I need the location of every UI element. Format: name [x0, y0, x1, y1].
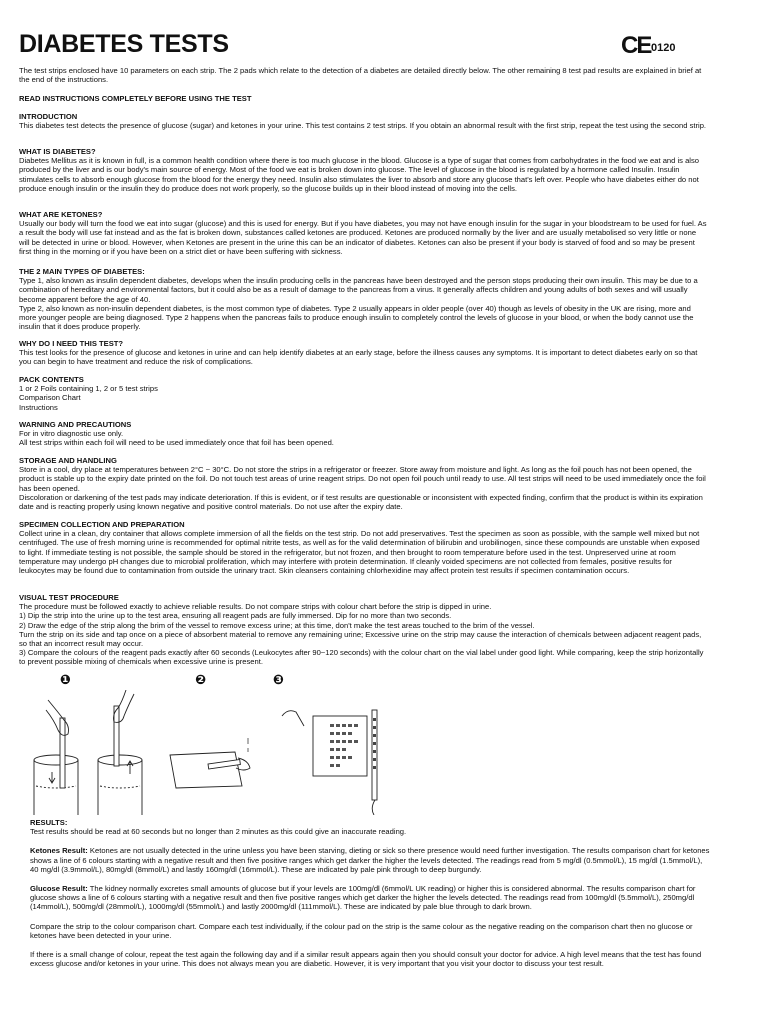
procedure-illustration — [30, 690, 390, 815]
step2-blot-illustration — [170, 738, 250, 788]
intro-paragraph: The test strips enclosed have 10 parameters on each strip. The 2 pads which relate to the detection of a diabetes are detailed directly below. The other remaining 8 test pad results are explained in brief at the end of the instructions. — [19, 66, 702, 85]
section-heading: PACK CONTENTS — [19, 375, 84, 384]
section-pack-contents — [19, 375, 707, 412]
results-small-change: If there is a small change of colour, repeat the test again the following day and if a similar result appears again then you should consult your doctor for advice. A high level means that the test has found excess glucose and/or ketones in your urine. This does not always mean you are diabetic. However, it is very important that you visit your doctor to discuss your test result. — [30, 950, 702, 969]
section-text: This diabetes test detects the presence of glucose (sugar) and ketones in your urine. This test contains 2 test strips. If you obtain an abnormal result with the first strip, repeat the test using the second strip. — [19, 121, 707, 131]
section-text: Store in a cool, dry place at temperatures between 2°C ~ 30°C. Do not store the strips in a refrigerator or freezer. Store away from moisture and light. As long as the foil pouch has not been opened, the product is stable up to the expiry date printed on the foil. Do not touch test areas of urine reagent strips. Do not open foil pouch until ready to use. All test strips will need to be used immediately once the foil has been opened. — [19, 465, 706, 493]
list-item: 1 or 2 Foils containing 1, 2 or 5 test strips — [19, 384, 158, 394]
results-compare: Compare the strip to the colour comparison chart. Compare each test individually, if the colour pad on the strip is the same colour as the negative reading on the comparison chart then no glucose or ketones have been detected in your urine. — [30, 921, 693, 940]
section-text: This test looks for the presence of glucose and ketones in urine and can help identify diabetes at an early stage, before the illness causes any symptoms. It is important to detect diabetes early on so that you can begin to have treatment and reduce the risk of complications. — [19, 348, 698, 367]
section-warnings — [19, 420, 707, 448]
section-text: Collect urine in a clean, dry container that allows complete immersion of all the fields on the test strip. Do not add preservatives. Test the specimen as soon as possible, with the sample well mixed but not centrifuged. The use of fresh morning urine is recommended for optimal nitrite tests, as well as for the valid determination of bilirubin and urobilinogen, since these compounds are unstable when exposed to light. If immediate testing is not possible, the sample should be stored in the refrigerator, but not frozen, and then brought to room temperature before used in the test. Unpreserved urine at room temperature may undergo pH changes due to microbial proliferation, which may interfere with protein determination. If cleanly voided specimens are not collected from females, positive results for leukocytes may be found due to contamination from outside the urinary tract. Skin cleansers containing chlorhexidine may affect protein test results if specimen contamination occurs. — [19, 529, 700, 576]
section-procedure — [19, 593, 707, 667]
section-specimen — [19, 520, 707, 575]
section-heading: WHAT ARE KETONES? — [19, 210, 103, 219]
step3-compare-illustration — [282, 710, 377, 815]
read-notice: READ INSTRUCTIONS COMPLETELY BEFORE USING THE TEST — [19, 94, 252, 103]
procedure-step-1: 1) Dip the strip into the urine up to the test area, ensuring all reagent pads are fully immersed. Dip for no more than two seconds. — [19, 611, 452, 621]
ce-mark-logo: CE — [621, 32, 651, 59]
section-what-are-ketones — [19, 210, 707, 256]
section-main-types — [19, 267, 707, 331]
step-number-1: ❶ — [60, 672, 72, 687]
list-item: Instructions — [19, 402, 58, 412]
section-heading: WARNING AND PRECAUTIONS — [19, 420, 132, 429]
section-text-type1: Type 1, also known as insulin dependent diabetes, develops when the insulin producing cells in the pancreas have been destroyed and the person stops producing their own insulin. This may be due to a combination of hereditary and environmental factors, but it could also be as a result of damage to the pancreas from a virus. It generally affects children and young adults of both sexes and will usually become apparent before the age of 40. — [19, 276, 698, 304]
section-text: Usually our body will turn the food we eat into sugar (glucose) and this is used for energy. But if you have diabetes, you may not have enough insulin for the sugar in your bloodstream to be used for fuel. As a result the body will use fat instead and as the fat is broken down, substances called ketones are produced. Ketones are produced normally by the liver and are usually metabolised so very little or none will be detected in urine or blood. However, when Ketones are present in the urine this can be an indicator of diabetes. Ketones can also be present if your body is starved of food and so may be present first thing in the morning or if you have been on a strict diet or have been suffering with sickness. — [19, 219, 707, 256]
section-introduction — [19, 112, 707, 130]
step1-lift-illustration — [98, 690, 142, 815]
section-heading: THE 2 MAIN TYPES OF DIABETES: — [19, 267, 145, 276]
section-what-is-diabetes — [19, 147, 707, 193]
step-number-3: ❸ — [273, 672, 285, 687]
section-text: For in vitro diagnostic use only. — [19, 429, 124, 439]
section-heading: VISUAL TEST PROCEDURE — [19, 593, 119, 602]
section-heading: SPECIMEN COLLECTION AND PREPARATION — [19, 520, 185, 529]
procedure-step-3: 3) Compare the colours of the reagent pads exactly after 60 seconds (Leukocytes after 90~120 seconds) with the colour chart on the vial label under good light. While comparing, keep the strip horizontally to prevent possible mixing of chemicals when excessive urine is present. — [19, 648, 704, 667]
section-text: Diabetes Mellitus as it is known in full, is a common health condition where there is too much glucose in the blood. Glucose is a type of sugar that comes from carbohydrates in the food we eat and is also produced by the liver and is our body's main source of energy. Most of the food we eat is broken down into glucose. The level of glucose in the blood is regulated by a hormone called Insulin. Insulin stimulates cells to absorb enough glucose from the blood for the energy they need. Insulin also stimulates the liver to absorb and store any glucose that's left over. People who have diabetes either do not produce enough insulin or the insulin they do produce does not work properly, so the glucose builds up in their blood instead of moving into the cells. — [19, 156, 699, 193]
procedure-step-2-detail: Turn the strip on its side and tap once on a piece of absorbent material to remove any remaining urine; Excessive urine on the strip may cause the interaction of chemicals between adjacent reagent pads, so that an incorrect result may occur. — [19, 629, 702, 649]
section-heading: INTRODUCTION — [19, 112, 78, 121]
section-text: All test strips within each foil will need to be used immediately once that foil has been opened. — [19, 438, 334, 448]
ce-notified-body-number: 0120 — [651, 42, 676, 54]
results-ketones: Ketones Result: Ketones are not usually detected in the urine unless you have been starving, dieting or sick so there presence would need further investigation. The results comparison chart for ketones shows a line of 6 colours starting with a negative result and then five positive ranges which get darker the higher the levels detected. The readings read from 5 mg/dl (0.5mmol/L), 15 mg/dl (1.5mmol/L), 40 mg/dl (3.9mmol/L), 80mg/dl (8mmol/L) and lastly 160mg/dl (16mmol/L). These are indicated by pale pink through to deep burgundy. — [30, 846, 710, 874]
results-timing: Test results should be read at 60 seconds but no longer than 2 minutes as this could give an inaccurate reading. — [30, 827, 407, 837]
page-title: DIABETES TESTS — [19, 30, 229, 58]
section-text: Discoloration or darkening of the test pads may indicate deterioration. If this is evident, or if test results are questionable or inconsistent with expected finding, confirm that the product is within its expiration date and is reacting properly using known negative and positive control materials. Do not use after the expiry date. — [19, 492, 703, 512]
section-heading: RESULTS: — [30, 818, 68, 827]
section-text-type2: Type 2, also known as non-insulin dependent diabetes, is the most common type of diabetes. Type 2 usually appears in older people (over 40) though as levels of obesity in the UK are rising, more and more younger people are being diagnosed. Type 2 happens when the pancreas fails to produce enough insulin to completely control the levels of glucose in your blood, or when the body cannot use the insulin that it does produce properly. — [19, 303, 694, 332]
section-storage — [19, 456, 707, 511]
section-text: The procedure must be followed exactly to achieve reliable results. Do not compare strips with colour chart before the strip is dipped in urine. — [19, 602, 492, 612]
step-number-2: ❷ — [195, 672, 207, 687]
section-heading: STORAGE AND HANDLING — [19, 456, 117, 465]
section-why-test — [19, 339, 707, 367]
section-heading: WHAT IS DIABETES? — [19, 147, 96, 156]
results-glucose: Glucose Result: The kidney normally excretes small amounts of glucose but if your levels are 100mg/dl (6mmol/L UK reading) or higher this is considered abnormal. The results comparison chart for glucose shows a line of 6 colours starting with a negative result and then five positive ranges which get darker the higher the levels detected. The readings read from 100mg/dl (5.5mmol/L), 250mg/dl (14mmol/L), 500mg/dl (28mmol/L), 1000mg/dl (55mmol/L) and lastly 2000mg/dl (111mmol/L). These are indicated by pale blue through to dark brown. — [30, 884, 696, 912]
list-item: Comparison Chart — [19, 393, 81, 403]
procedure-step-2: 2) Draw the edge of the strip along the brim of the vessel to remove excess urine; at this time, don't make the test areas touched to the brim of the vessel. — [19, 620, 535, 630]
section-results — [30, 818, 712, 968]
step1-dip-illustration — [34, 700, 78, 815]
section-heading: WHY DO I NEED THIS TEST? — [19, 339, 124, 348]
